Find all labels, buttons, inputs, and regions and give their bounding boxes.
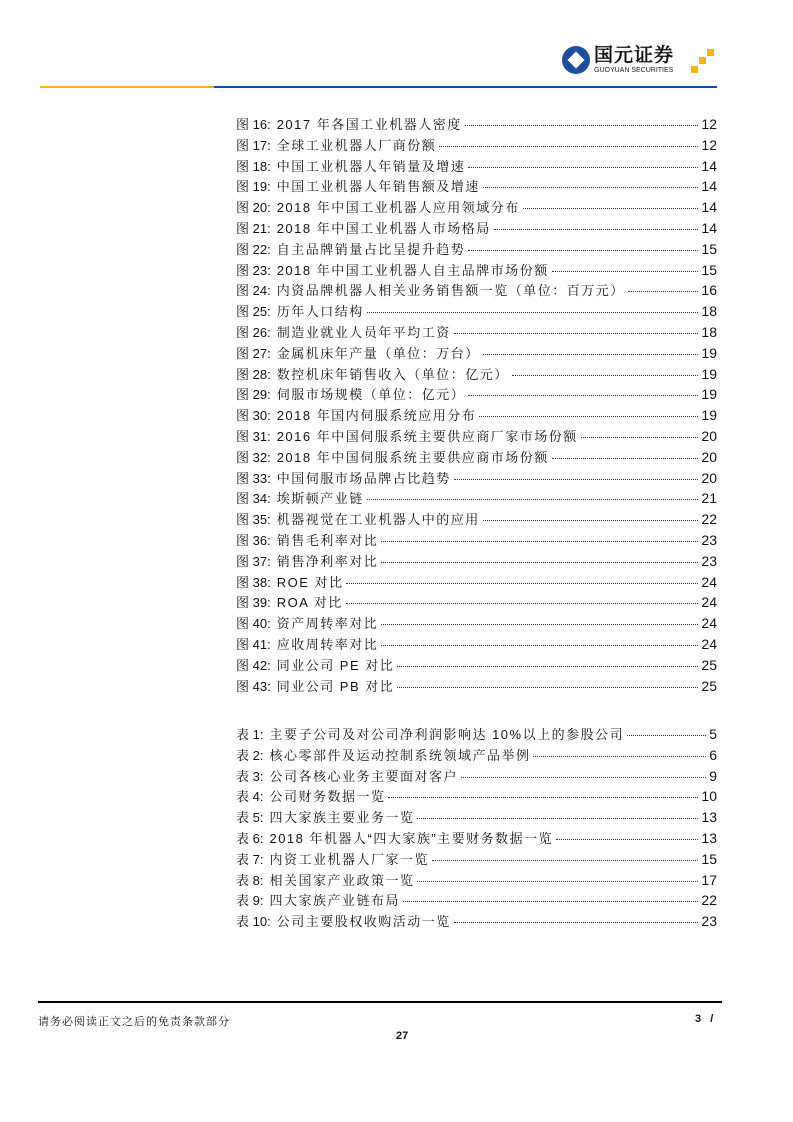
figure-entry[interactable] [236,114,717,135]
table-entry[interactable] [236,766,717,787]
entry-label: 图 38: [236,574,271,590]
footer-divider [38,1001,722,1003]
dot-leader [479,416,698,417]
dot-leader [523,208,699,209]
entry-label: 表 4: [236,789,264,805]
entry-page[interactable]: 16 [701,282,717,299]
page-number [695,1013,713,1025]
dot-leader [454,922,699,923]
entry-page[interactable]: 14 [701,219,717,236]
entry-title[interactable]: 内资品牌机器人相关业务销售额一览（单位：百万元） [276,283,625,299]
table-entry[interactable] [236,745,717,766]
entry-label: 表 10: [236,914,271,930]
dot-leader [461,777,706,778]
dot-leader [468,250,698,251]
entry-label: 表 5: [236,810,264,826]
header-divider-accent [40,86,214,88]
dot-leader [381,541,698,542]
dot-leader [417,818,698,819]
table-entry[interactable] [236,911,717,932]
figure-entry[interactable] [236,218,717,239]
dot-leader [367,312,699,313]
entry-page[interactable]: 17 [701,871,717,888]
entry-label: 表 2: [236,747,264,763]
dot-leader [381,645,698,646]
dot-leader [581,437,699,438]
table-index [236,724,717,932]
dot-leader [388,797,698,798]
entry-page[interactable]: 19 [701,407,717,424]
dot-leader [403,901,698,902]
entry-page[interactable]: 18 [701,303,717,320]
entry-page[interactable]: 23 [701,552,717,569]
entry-title[interactable]: 2017 年各国工业机器人密度 [276,117,462,132]
entry-title[interactable]: 2016 年中国伺服系统主要供应商厂家市场份额 [276,428,578,444]
figure-entry[interactable] [236,239,717,260]
entry-title[interactable]: 内资工业机器人厂家一览 [269,851,429,867]
entry-label: 图 21: [236,220,271,236]
logo-square-icon [691,66,698,73]
entry-label: 表 8: [236,872,264,888]
entry-title[interactable]: 相关国家产业政策一览 [269,872,415,888]
entry-label: 图 17: [236,137,271,153]
entry-title[interactable]: 资产周转率对比 [276,616,379,632]
entry-label: 图 37: [236,553,271,569]
entry-page[interactable]: 9 [709,767,717,784]
dot-leader [483,354,699,355]
figure-entry[interactable] [236,592,717,613]
figure-entry[interactable] [236,426,717,447]
dot-leader [465,125,699,126]
entry-page[interactable]: 5 [709,726,717,742]
dot-leader [454,333,699,334]
entry-title[interactable]: 应收周转率对比 [276,636,379,652]
figure-entry[interactable] [236,280,717,301]
figure-entry[interactable] [236,655,717,676]
entry-title[interactable]: 中国伺服市场品牌占比趋势 [276,470,451,486]
logo-square-icon [707,49,714,56]
dot-leader [468,167,698,168]
figure-entry[interactable] [236,509,717,530]
dot-leader [346,603,699,604]
entry-title[interactable]: 2018 年机器人“四大家族”主要财务数据一览 [269,830,554,846]
entry-title[interactable]: 伺服市场规模（单位：亿元） [276,387,466,403]
entry-label: 图 30: [236,408,271,424]
entry-page[interactable]: 24 [701,615,717,632]
entry-page[interactable]: 14 [701,178,717,195]
figure-entry[interactable] [236,676,717,697]
entry-label: 图 24: [236,283,271,299]
entry-page[interactable]: 24 [701,573,717,590]
entry-label: 图 35: [236,512,271,528]
entry-label: 图 42: [236,657,271,673]
logo-square-icon [699,57,706,64]
table-entry[interactable] [236,724,717,745]
entry-label: 表 9: [236,893,264,909]
entry-label: 表 6: [236,830,264,846]
entry-label: 图 36: [236,532,271,548]
dot-leader [627,735,706,736]
table-entry[interactable] [236,849,717,870]
figure-entry[interactable] [236,156,717,177]
entry-label: 图 34: [236,491,271,507]
figure-entry[interactable] [236,405,717,426]
dot-leader [417,881,698,882]
entry-label: 图 28: [236,366,271,382]
entry-title[interactable]: 主要子公司及对公司净利润影响达 10%以上的参股公司 [269,727,625,742]
entry-label: 图 43: [236,678,271,694]
figure-entry[interactable] [236,135,717,156]
figure-entry[interactable] [236,530,717,551]
entry-label: 图 31: [236,428,271,444]
entry-page[interactable]: 19 [701,365,717,382]
entry-page[interactable]: 25 [701,677,717,694]
dot-leader [556,839,698,840]
entry-label: 图 22: [236,241,271,257]
entry-title[interactable]: 自主品牌销量占比呈提升趋势 [276,241,466,257]
entry-page[interactable]: 23 [701,531,717,548]
entry-label: 图 27: [236,345,271,361]
dot-leader [381,624,698,625]
entry-title[interactable]: 历年人口结构 [276,304,364,320]
figure-entry[interactable] [236,551,717,572]
entry-title[interactable]: 制造业就业人员年平均工资 [276,324,451,340]
entry-label: 图 20: [236,200,271,216]
dot-leader [533,756,706,757]
entry-page[interactable]: 21 [701,490,717,507]
figure-entry[interactable] [236,176,717,197]
entry-page[interactable]: 12 [701,136,717,153]
dot-leader [432,860,698,861]
entry-title[interactable]: 2018 年中国工业机器人自主品牌市场份额 [276,262,549,278]
entry-page[interactable]: 14 [701,199,717,216]
entry-title[interactable]: 同业公司 PB 对比 [276,678,395,694]
entry-title[interactable]: 全球工业机器人厂商份额 [276,137,437,153]
figure-entry[interactable] [236,488,717,509]
entry-page[interactable]: 24 [701,635,717,652]
entry-page[interactable]: 20 [701,427,717,444]
brand-name-cn: 国元证券 [594,44,675,66]
dot-leader [552,458,699,459]
entry-label: 图 25: [236,304,271,320]
entry-title[interactable]: 销售净利率对比 [276,553,379,569]
table-entry[interactable] [236,828,717,849]
dot-leader [552,271,699,272]
table-entry[interactable] [236,870,717,891]
figure-entry[interactable] [236,364,717,385]
entry-title[interactable]: 四大家族产业链布局 [269,893,400,909]
entry-label: 图 40: [236,616,271,632]
dot-leader [397,687,698,688]
dot-leader [468,395,698,396]
entry-page[interactable]: 20 [701,469,717,486]
entry-title[interactable]: ROE 对比 [276,574,344,590]
entry-title[interactable]: 四大家族主要业务一览 [269,810,415,826]
entry-page[interactable]: 25 [701,656,717,673]
entry-title[interactable]: 销售毛利率对比 [276,532,379,548]
entry-page[interactable]: 19 [701,386,717,403]
dot-leader [346,583,698,584]
entry-page[interactable]: 14 [701,157,717,174]
dot-leader [483,520,699,521]
entry-title[interactable]: 埃斯顿产业链 [276,491,364,507]
entry-title[interactable]: 数控机床年销售收入（单位：亿元） [276,366,509,382]
entry-label: 表 1: [236,727,264,742]
figure-entry[interactable] [236,197,717,218]
figure-entry[interactable] [236,613,717,634]
entry-title[interactable]: 2018 年中国工业机器人应用领域分布 [276,200,520,216]
entry-label: 图 19: [236,179,271,195]
entry-label: 图 16: [236,117,271,132]
brand-name-en: GUOYUAN SECURITIES [594,66,674,74]
entry-label: 图 18: [236,158,271,174]
figure-entry[interactable] [236,301,717,322]
entry-title[interactable]: 公司主要股权收购活动一览 [276,914,451,930]
dot-leader [367,499,699,500]
entry-label: 图 41: [236,636,271,652]
entry-page[interactable]: 18 [701,323,717,340]
figure-entry[interactable] [236,343,717,364]
dot-leader [483,187,699,188]
brand-logo [562,44,674,76]
entry-title[interactable]: 同业公司 PE 对比 [276,657,395,673]
current-page: 3 [695,1013,702,1025]
dot-leader [381,562,698,563]
figure-entry[interactable] [236,634,717,655]
entry-page[interactable]: 13 [701,809,717,826]
table-entry[interactable] [236,807,717,828]
dot-leader [397,666,698,667]
entry-page[interactable]: 6 [709,746,717,763]
dot-leader [628,291,699,292]
entry-title[interactable]: 中国工业机器人年销售额及增速 [276,179,480,195]
entry-page[interactable]: 20 [701,448,717,465]
entry-title[interactable]: 2018 年中国工业机器人市场格局 [276,220,491,236]
table-entry[interactable] [236,890,717,911]
entry-label: 表 7: [236,851,264,867]
entry-label: 图 29: [236,387,271,403]
entry-page[interactable]: 19 [701,344,717,361]
page-separator: / [710,1013,714,1025]
figure-entry[interactable] [236,260,717,281]
entry-page[interactable]: 15 [701,261,717,278]
entry-title[interactable]: ROA 对比 [276,595,343,611]
entry-label: 图 26: [236,324,271,340]
dot-leader [439,146,698,147]
total-pages: 27 [396,1030,409,1042]
entry-label: 图 23: [236,262,271,278]
dot-leader [454,479,699,480]
entry-title[interactable]: 核心零部件及运动控制系统领域产品举例 [269,747,531,763]
entry-title[interactable]: 机器视觉在工业机器人中的应用 [276,512,480,528]
figure-entry[interactable] [236,322,717,343]
logo-emblem-icon [562,46,590,74]
entry-label: 图 33: [236,470,271,486]
entry-title[interactable]: 2018 年国内伺服系统应用分布 [276,408,477,424]
entry-page[interactable]: 15 [701,240,717,257]
header-divider [214,86,717,88]
disclaimer-text: 请务必阅读正文之后的免责条款部分 [38,1016,230,1028]
entry-title[interactable]: 中国工业机器人年销量及增速 [276,158,466,174]
dot-leader [512,375,699,376]
entry-page[interactable]: 15 [701,850,717,867]
entry-page[interactable]: 13 [701,829,717,846]
figure-entry[interactable] [236,447,717,468]
figure-entry[interactable] [236,384,717,405]
figure-entry[interactable] [236,468,717,489]
entry-label: 图 32: [236,449,271,465]
figure-entry[interactable] [236,572,717,593]
entry-label: 表 3: [236,768,264,784]
entry-page[interactable]: 10 [701,788,717,805]
entry-title[interactable]: 金属机床年产量（单位：万台） [276,345,480,361]
entry-title[interactable]: 2018 年中国伺服系统主要供应商市场份额 [276,449,549,465]
entry-page[interactable]: 12 [701,116,717,132]
entry-label: 图 39: [236,595,271,611]
entry-title[interactable]: 公司各核心业务主要面对客户 [269,768,458,784]
table-entry[interactable] [236,786,717,807]
entry-page[interactable]: 22 [701,892,717,909]
entry-page[interactable]: 23 [701,913,717,930]
entry-title[interactable]: 公司财务数据一览 [269,789,386,805]
figure-index [236,114,717,696]
entry-page[interactable]: 24 [701,594,717,611]
entry-page[interactable]: 22 [701,511,717,528]
dot-leader [494,229,699,230]
